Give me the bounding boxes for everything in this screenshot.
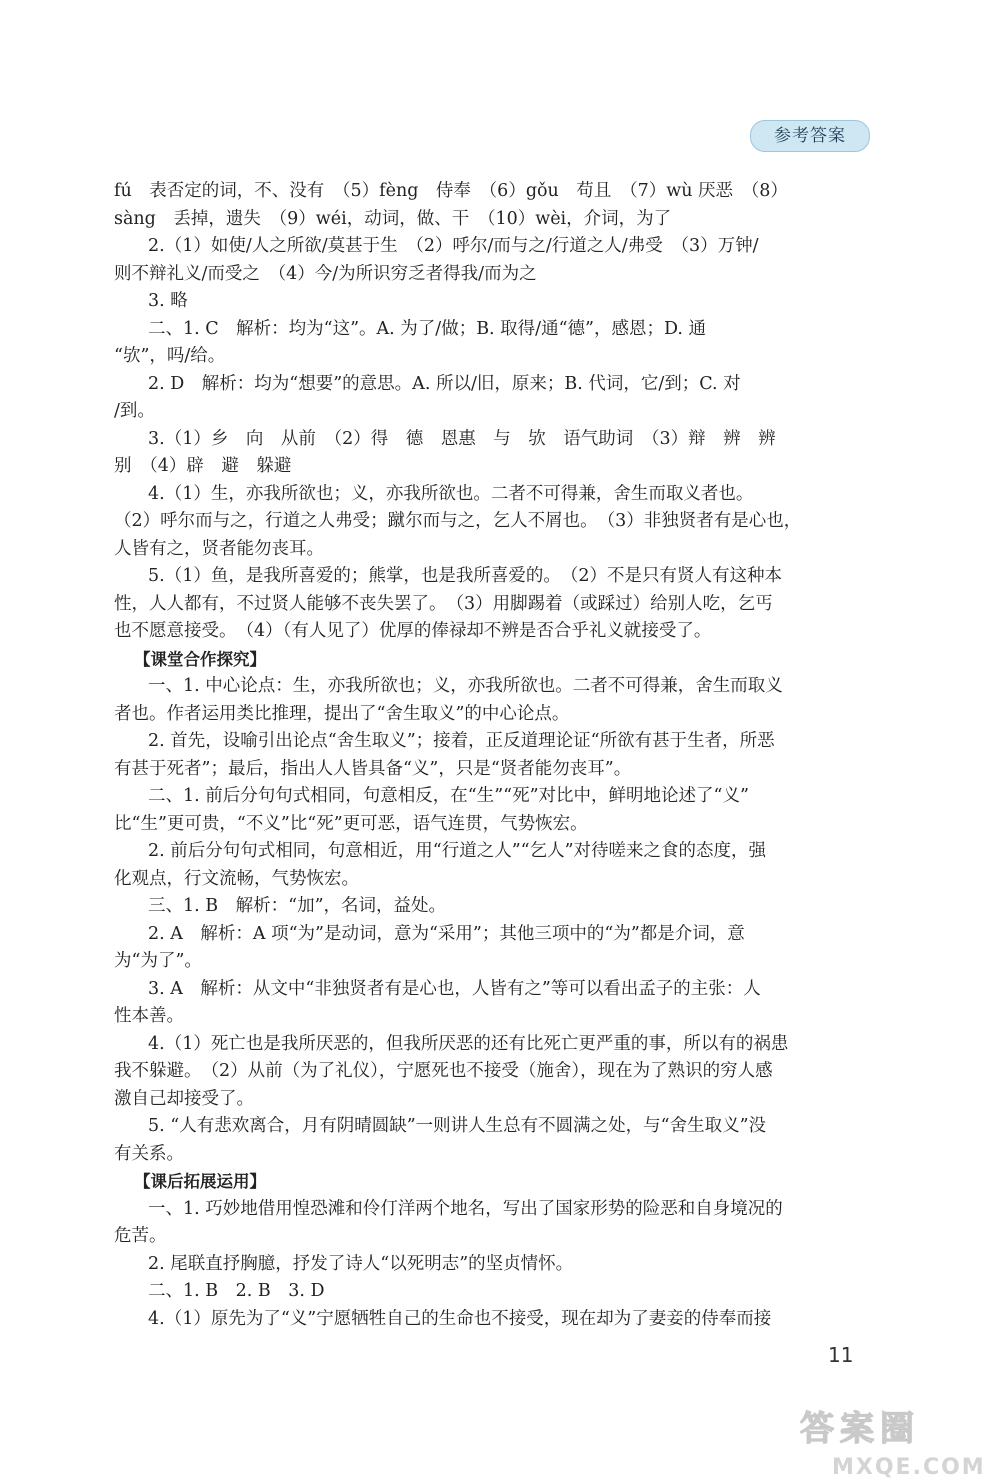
text-line: 性，人人都有，不过贤人能够不丧失罢了。 （3）用脚踢着（或踩过）给别人吃，乞丐 [114, 593, 773, 614]
section-heading: 【课堂合作探究】 [134, 649, 266, 669]
text-line: 则不辩礼义/而受之 （4）今/为所识穷乏者得我/而为之 [114, 263, 537, 284]
text-line: 别 （4）辟 避 躲避 [114, 456, 292, 476]
text-line: 我不躲避。 （2）从前（为了礼仪），宁愿死也不接受（施舍），现在为了熟识的穷人感 [114, 1061, 773, 1081]
text-line: 3. A 解析：从文中“非独贤者有是心也，人皆有之”等可以看出孟子的主张：人 [148, 978, 761, 999]
text-line: 二、1. B 2. B 3. D [148, 1281, 325, 1301]
text-line: 2. A 解析：A 项“为”是动词，意为“采用”；其他三项中的“为”都是介词，意 [148, 923, 745, 944]
text-line: 危苦。 [114, 1226, 167, 1246]
text-line: 2.（1）如使/人之所欲/莫甚于生 （2）呼尔/而与之/行道之人/弗受 （3）万钟/ [148, 236, 759, 256]
text-line: 2. 尾联直抒胸臆，抒发了诗人“以死明志”的坚贞情怀。 [148, 1253, 574, 1274]
text-line: 2. D 解析：均为“想要”的意思。A. 所以/旧，原来；B. 代词，它/到；C. 对 [148, 373, 741, 394]
text-line: 3.（1）乡 向 从前 （2）得 德 恩惠 与 欤 语气助词 （3）辩 辨 辨 [148, 428, 776, 449]
text-line: 三、1. B 解析：“加”，名词，益处。 [148, 896, 447, 916]
text-line: 者也。作者运用类比推理，提出了“舍生取义”的中心论点。 [114, 703, 570, 724]
text-line: 4.（1）生，亦我所欲也；义，亦我所欲也。二者不可得兼，舍生而取义者也。 [148, 483, 754, 504]
text-line: fú 表否定的词，不、没有 （5）fèng 侍奉 （6）gǒu 苟且 （7）wù 厌恶 （8） [114, 181, 788, 201]
answer-text-body [114, 178, 876, 1333]
section-heading: 【课后拓展运用】 [134, 1172, 266, 1191]
text-line: sàng 丢掉，遗失 （9）wéi，动词，做、干 （10）wèi，介词，为了 [114, 208, 672, 229]
text-line: 也不愿意接受。 （4）（有人见了）优厚的俸禄却不辨是否合乎礼义就接受了。 [114, 621, 712, 641]
text-line: 一、1. 巧妙地借用惶恐滩和伶仃洋两个地名，写出了国家形势的险恶和自身境况的 [148, 1198, 783, 1219]
text-line: 有关系。 [114, 1143, 184, 1164]
text-line: 二、1. C 解析：均为“这”。A. 为了/做；B. 取得/通“德”，感恩；D. 通 [148, 318, 707, 339]
text-line: 4.（1）原先为了“义”宁愿牺牲自己的生命也不接受，现在却为了妻妾的侍奉而接 [148, 1308, 772, 1329]
text-line: 5. “人有悲欢离合，月有阴晴圆缺”一则讲人生总有不圆满之处，与“舍生取义”没 [148, 1116, 767, 1136]
text-line: 二、1. 前后分句句式相同，句意相反，在“生”“死”对比中，鲜明地论述了“义” [148, 786, 749, 806]
text-line: 为“为了”。 [114, 951, 202, 971]
text-line: 3. 略 [148, 291, 188, 311]
text-line: 激自己却接受了。 [114, 1088, 254, 1109]
text-line: 化观点，行文流畅，气势恢宏。 [114, 868, 359, 889]
text-line: “欤”，吗/给。 [114, 346, 226, 366]
text-line: 人皆有之，贤者能勿丧耳。 [114, 538, 324, 559]
text-line: 有甚于死者”；最后，指出人人皆具备“义”，只是“贤者能勿丧耳”。 [114, 758, 632, 779]
text-line: 2. 前后分句句式相同，句意相近，用“行道之人”“乞人”对待嗟来之食的态度，强 [148, 841, 767, 861]
text-line: 一、1. 中心论点：生，亦我所欲也；义，亦我所欲也。二者不可得兼，舍生而取义 [148, 676, 783, 696]
watermark-text-top: 答案圈 [800, 1409, 920, 1449]
text-line: 5.（1）鱼，是我所喜爱的；熊掌，也是我所喜爱的。 （2）不是只有贤人有这种本 [148, 566, 782, 586]
text-line: （2）呼尔而与之，行道之人弗受；蹴尔而与之，乞人不屑也。 （3）非独贤者有是心也， [114, 511, 802, 531]
text-line: /到。 [114, 401, 155, 421]
text-line: 比“生”更可贵，“不义”比“死”更可恶，语气连贯，气势恢宏。 [114, 813, 588, 834]
text-line: 性本善。 [114, 1006, 184, 1026]
page-number: 11 [828, 1343, 854, 1367]
watermark-logo [792, 1400, 992, 1480]
watermark-text-bottom: MXQE.COM [832, 1455, 986, 1480]
text-line: 2. 首先，设喻引出论点“舍生取义”；接着，正反道理论证“所欲有甚于生者，所恶 [148, 731, 775, 751]
text-line: 4.（1）死亡也是我所厌恶的，但我所厌恶的还有比死亡更严重的事，所以有的祸患 [148, 1033, 789, 1054]
answer-key-badge: 参考答案 [750, 120, 870, 152]
